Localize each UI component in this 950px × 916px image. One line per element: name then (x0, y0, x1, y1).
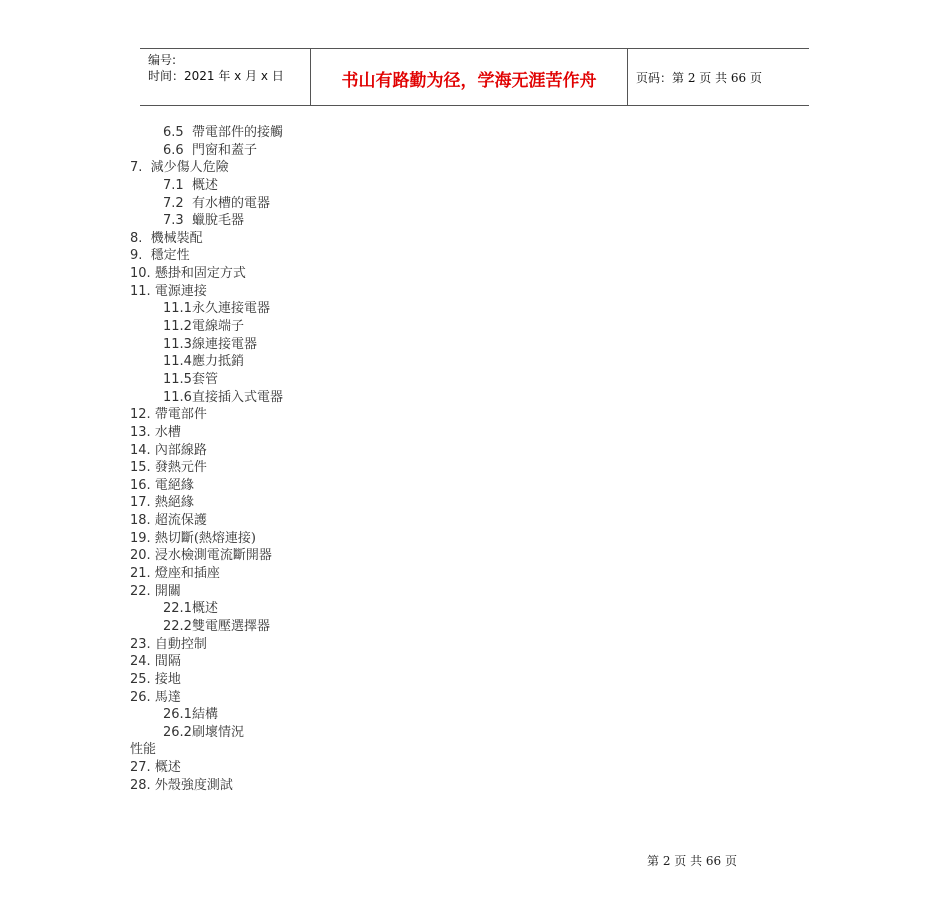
toc-entry-title: 性能 (130, 742, 157, 758)
toc-entry-title: 浸水檢測電流斷開器 (154, 548, 272, 564)
toc-entry-number: 21. (130, 566, 151, 582)
toc-entry (130, 759, 283, 777)
toc-entry (130, 424, 283, 442)
document-id-label: 编号: (148, 53, 177, 67)
toc-entry (130, 600, 283, 618)
table-of-contents (130, 124, 283, 794)
toc-entry-title: 套管 (191, 371, 218, 387)
toc-entry-number: 10. (130, 266, 151, 282)
toc-entry-separator (142, 160, 150, 175)
toc-entry-number: 11.4 (163, 354, 192, 370)
toc-entry (130, 300, 283, 318)
toc-entry-number: 26. (130, 689, 151, 705)
toc-entry-title: 概述 (154, 760, 181, 776)
page-footer (647, 852, 737, 869)
toc-entry-title: 自動控制 (154, 636, 207, 652)
toc-entry-number: 11.3 (163, 336, 192, 352)
header-page-info: 页码：第 2 页 共 66 页 (636, 70, 762, 85)
toc-entry (130, 653, 283, 671)
toc-entry-number: 22.2 (163, 618, 192, 634)
toc-entry-number: 14. (130, 442, 151, 458)
toc-entry-number: 7.1 (163, 177, 184, 193)
toc-entry (130, 530, 283, 548)
toc-entry-number: 19. (130, 530, 151, 546)
document-time-label: 时间：2021 年 x 月 x 日 (148, 69, 284, 83)
toc-entry-title: 超流保護 (154, 513, 207, 529)
toc-entry-number: 22. (130, 583, 151, 599)
toc-entry (130, 159, 283, 177)
toc-entry-number: 7.2 (163, 195, 184, 211)
toc-entry-title: 線連接電器 (191, 336, 257, 352)
toc-entry (130, 459, 283, 477)
toc-entry-title: 發熱元件 (154, 460, 207, 476)
toc-entry (130, 212, 283, 230)
toc-entry-number: 24. (130, 654, 151, 670)
toc-entry (130, 777, 283, 795)
toc-entry-number: 11.2 (163, 319, 192, 335)
toc-entry (130, 283, 283, 301)
toc-entry-title: 燈座和插座 (154, 566, 220, 582)
toc-entry-title: 機械裝配 (150, 230, 203, 246)
toc-entry-separator (184, 178, 192, 193)
toc-entry-title: 電源連接 (154, 283, 207, 299)
toc-entry-number: 26.1 (163, 707, 192, 723)
toc-entry-number: 6.6 (163, 142, 184, 158)
toc-entry (130, 318, 283, 336)
toc-entry (130, 565, 283, 583)
toc-entry-separator (142, 248, 150, 263)
toc-entry (130, 442, 283, 460)
footer-page-number: 第 2 页 共 66 页 (647, 854, 737, 868)
header-motto: 书山有路勤为径，学海无涯苦作舟 (341, 70, 597, 91)
toc-entry-title: 帶電部件的接觸 (191, 125, 283, 140)
toc-entry-separator (184, 143, 192, 158)
toc-entry (130, 494, 283, 512)
toc-entry-number: 25. (130, 671, 151, 687)
toc-entry (130, 142, 283, 160)
toc-entry-title: 門窗和蓋子 (191, 142, 257, 158)
toc-entry-number: 12. (130, 407, 151, 423)
toc-entry-number: 26.2 (163, 724, 192, 740)
header-page-cell (628, 49, 809, 105)
toc-entry (130, 583, 283, 601)
toc-entry (130, 512, 283, 530)
toc-entry (130, 336, 283, 354)
toc-entry-number: 28. (130, 777, 151, 793)
toc-entry-title: 外殼強度測試 (154, 777, 233, 793)
toc-entry-number: 23. (130, 636, 151, 652)
toc-entry (130, 706, 283, 724)
toc-entry-separator (184, 213, 192, 228)
toc-entry-title: 帶電部件 (154, 407, 207, 423)
toc-entry-title: 結構 (191, 707, 218, 723)
toc-entry (130, 371, 283, 389)
toc-entry-separator (142, 231, 150, 246)
toc-entry-number: 8. (130, 230, 143, 246)
toc-entry-title: 刷壞情況 (191, 724, 244, 740)
toc-entry (130, 177, 283, 195)
toc-entry-title: 直接插入式電器 (191, 389, 283, 405)
toc-entry-number: 16. (130, 477, 151, 493)
toc-entry-title: 熱絕緣 (154, 495, 194, 511)
toc-entry-title: 馬達 (154, 689, 181, 705)
toc-entry-number: 11. (130, 283, 151, 299)
toc-entry-number: 15. (130, 460, 151, 476)
toc-entry-title: 開關 (154, 583, 181, 599)
toc-entry-number: 7. (130, 160, 143, 176)
toc-entry (130, 353, 283, 371)
toc-entry (130, 689, 283, 707)
toc-entry-separator (184, 196, 192, 211)
toc-entry (130, 724, 283, 742)
toc-entry-title: 減少傷人危險 (150, 160, 229, 176)
toc-entry-separator (184, 125, 192, 140)
toc-entry-title: 電線端子 (191, 319, 244, 335)
toc-entry-title: 雙電壓選擇器 (191, 618, 270, 634)
toc-entry-number: 18. (130, 513, 151, 529)
toc-entry-title: 永久連接電器 (191, 301, 270, 317)
toc-entry-number: 11.5 (163, 371, 192, 387)
toc-entry-title: 內部線路 (154, 442, 207, 458)
toc-entry (130, 671, 283, 689)
toc-entry (130, 618, 283, 636)
toc-entry-title: 懸掛和固定方式 (154, 266, 246, 282)
toc-entry-title: 蠟脫毛器 (191, 213, 244, 229)
toc-entry-number: 17. (130, 495, 151, 511)
toc-entry-title: 應力抵銷 (191, 354, 244, 370)
toc-entry-title: 有水槽的電器 (191, 195, 270, 211)
toc-entry-title: 穩定性 (150, 248, 190, 264)
toc-entry (130, 230, 283, 248)
toc-entry-number: 9. (130, 248, 143, 264)
toc-entry-title: 電絕緣 (154, 477, 194, 493)
toc-entry-title: 概述 (191, 177, 218, 193)
toc-entry-number: 13. (130, 424, 151, 440)
toc-entry (130, 547, 283, 565)
toc-entry-number: 27. (130, 760, 151, 776)
header-meta-cell (140, 49, 311, 105)
toc-entry-title: 水槽 (154, 424, 181, 440)
toc-entry-number: 20. (130, 548, 151, 564)
toc-entry-title: 接地 (154, 671, 181, 687)
header-motto-cell (311, 49, 628, 105)
toc-entry-number: 11.1 (163, 301, 192, 317)
toc-entry (130, 195, 283, 213)
toc-entry (130, 265, 283, 283)
toc-entry-number: 6.5 (163, 125, 184, 140)
toc-entry (130, 636, 283, 654)
toc-entry (130, 124, 283, 142)
toc-entry (130, 406, 283, 424)
toc-entry (130, 477, 283, 495)
toc-entry (130, 247, 283, 265)
toc-entry-number: 11.6 (163, 389, 192, 405)
toc-entry (130, 389, 283, 407)
toc-entry-number: 7.3 (163, 213, 184, 229)
page-header (140, 48, 809, 106)
toc-entry-title: 間隔 (154, 654, 181, 670)
toc-entry (130, 741, 283, 759)
toc-entry-title: 概述 (191, 601, 218, 617)
toc-entry-title: 熱切斷(熱熔連接) (154, 530, 256, 546)
toc-entry-number: 22.1 (163, 601, 192, 617)
